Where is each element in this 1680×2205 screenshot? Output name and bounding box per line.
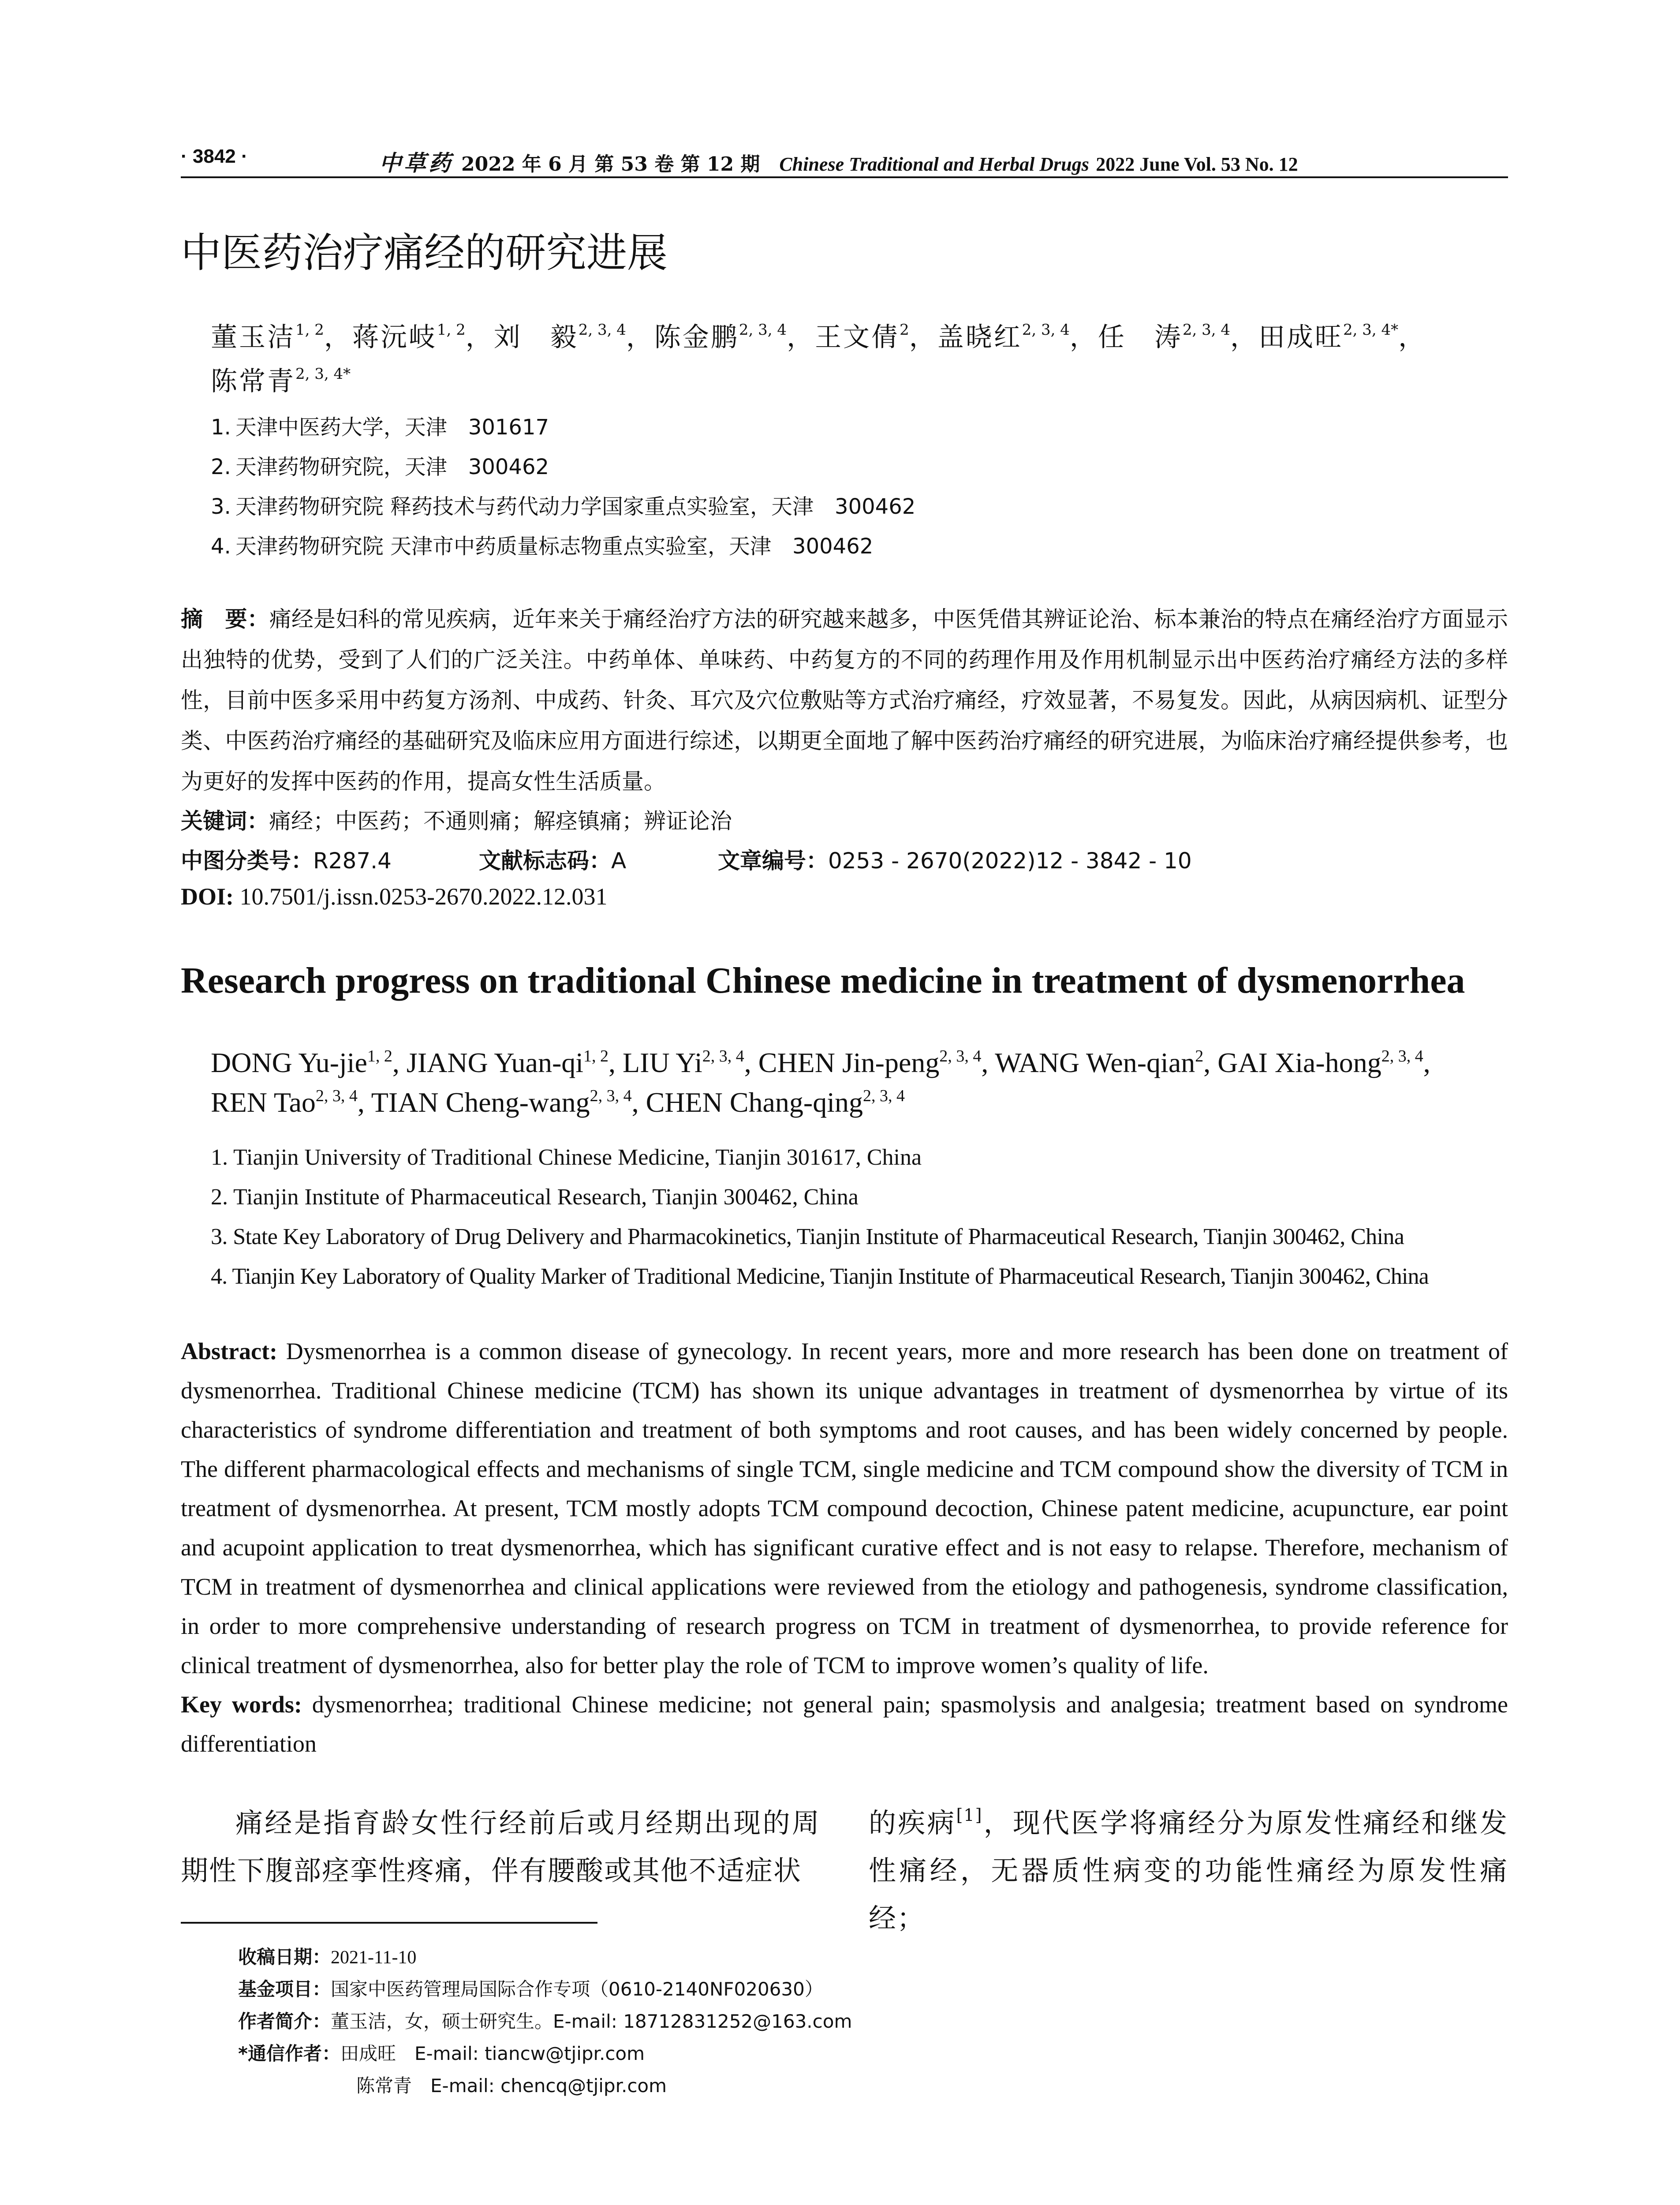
title-cn: 中医药治疗痛经的研究进展 bbox=[181, 229, 668, 277]
footnote-corresponding: *通信作者：田成旺 E-mail: tiancw@tjipr.com bbox=[238, 2043, 645, 2064]
footnote-rule bbox=[181, 1922, 597, 1924]
author-en: LIU Yi$^{2, 3, 4}$, bbox=[623, 1047, 758, 1078]
author-en: JIANG Yuan-qi$^{1, 2}$, bbox=[406, 1047, 623, 1078]
footnote-corresponding-2: 陈常青 E-mail: chencq@tjipr.com bbox=[356, 2075, 667, 2097]
affiliation-cn: 2. 天津药物研究院，天津 300462 bbox=[211, 455, 549, 479]
classification-line: 中图分类号：R287.4 bbox=[181, 848, 392, 874]
author-cn: 田成旺$^{2, 3, 4*}$， bbox=[1258, 321, 1427, 353]
author-cn: 蒋沅岐$^{1, 2}$， bbox=[352, 321, 494, 353]
affiliation-en: 4. Tianjin Key Laboratory of Quality Marker of Traditional Medicine, Tianjin Institute of Pharmaceutical Research, Tianjin 300462, China bbox=[211, 1264, 1429, 1289]
author-cn: 王文倩$^2$， bbox=[815, 321, 937, 353]
keywords-en: Key words: dysmenorrhea; traditional Chinese medicine; not general pain; spasmolysis and analgesia; treatment based on syndrome differentiation bbox=[181, 1691, 1508, 1757]
affiliation-cn: 3. 天津药物研究院 释药技术与药代动力学国家重点实验室，天津 300462 bbox=[211, 494, 916, 519]
issue-cn: 2022 年 6 月 第 53 卷 第 12 期 bbox=[461, 153, 760, 176]
affiliation-en: 3. State Key Laboratory of Drug Delivery and Pharmacokinetics, Tianjin Institute of Pharmaceutical Research, Tianjin 300462, China bbox=[211, 1224, 1404, 1249]
author-cn: 陈常青$^{2, 3, 4*}$ bbox=[211, 365, 351, 397]
issue-en: 2022 June Vol. 53 No. 12 bbox=[1096, 153, 1298, 175]
affiliation-en: 1. Tianjin University of Traditional Chinese Medicine, Tianjin 301617, China bbox=[211, 1145, 922, 1170]
document-code: 文献标志码：A bbox=[479, 848, 627, 874]
abstract-en-text: Dysmenorrhea is a common disease of gynecology. In recent years, more and more research has been done on treatment of dysmenorrhea. Traditional Chinese medicine (TCM) has shown its unique advantages in treatment of dysmenorrhea by virtue of its characteristics of syndrome differentiation and treatment of both symptoms and root causes, and has been widely concerned by people. The different pharmacological effects and mechanisms of single TCM, single medicine and TCM compound show the diversity of TCM in treatment of dysmenorrhea. At present, TCM mostly adopts TCM compound decoction, Chinese patent medicine, acupuncture, ear point and acupoint application to treat dysmenorrhea, which has significant curative effect and is not easy to relapse. Therefore, mechanism of TCM in treatment of dysmenorrhea and clinical applications were reviewed from the etiology and pathogenesis, syndrome classification, in order to more comprehensive understanding of research progress on TCM in treatment of dysmenorrhea, to provide reference for clinical treatment of dysmenorrhea, also for better play the role of TCM to improve women’s quality of life. bbox=[181, 1338, 1508, 1678]
author-en: CHEN Jin-peng$^{2, 3, 4}$, bbox=[758, 1047, 995, 1078]
page-number: · 3842 · bbox=[181, 146, 248, 167]
affiliation-cn: 1. 天津中医药大学，天津 301617 bbox=[211, 415, 549, 440]
abstract-cn-text: 痛经是妇科的常见疾病，近年来关于痛经治疗方法的研究越来越多，中医凭借其辨证论治、标本兼治的特点在痛经治疗方面显示出独特的优势，受到了人们的广泛关注。中药单体、单味药、中药复方的不同的药理作用及作用机制显示出中医药治疗痛经方法的多样性，目前中医多采用中药复方汤剂、中成药、针灸、耳穴及穴位敷贴等方式治疗痛经，疗效显著，不易复发。因此，从病因病机、证型分类、中医药治疗痛经的基础研究及临床应用方面进行综述，以期更全面地了解中医药治疗痛经的研究进展，为临床治疗痛经提供参考，也为更好的发挥中医药的作用，提高女性生活质量。 bbox=[181, 606, 1508, 794]
body-text-right: 的疾病[1]，现代医学将痛经分为原发性痛经和继发性痛经，无器质性病变的功能性痛经为原发性痛经； bbox=[869, 1805, 1508, 1934]
abstract-cn bbox=[181, 599, 1508, 802]
authors-cn bbox=[211, 315, 1516, 404]
doi-line: DOI: 10.7501/j.issn.0253-2670.2022.12.031 bbox=[181, 883, 608, 910]
running-header bbox=[181, 146, 1508, 176]
author-cn: 董玉洁$^{1, 2}$， bbox=[211, 321, 352, 353]
article-number: 文章编号：0253 - 2670(2022)12 - 3842 - 10 bbox=[718, 848, 1192, 874]
abstract-en-paragraph bbox=[181, 1332, 1508, 1685]
citation-ref: [1] bbox=[956, 1805, 983, 1825]
author-en: GAI Xia-hong$^{2, 3, 4}$, bbox=[1217, 1047, 1430, 1078]
author-en: CHEN Chang-qing$^{2, 3, 4}$ bbox=[646, 1087, 905, 1118]
author-en: REN Tao$^{2, 3, 4}$, bbox=[211, 1087, 371, 1118]
affiliation-cn: 4. 天津药物研究院 天津市中药质量标志物重点实验室，天津 300462 bbox=[211, 534, 874, 559]
author-cn: 任 涛$^{2, 3, 4}$， bbox=[1098, 321, 1258, 353]
journal-info bbox=[379, 146, 1298, 177]
footnote-received: 收稿日期：2021-11-10 bbox=[238, 1946, 417, 1968]
footnote-author: 作者简介：董玉洁，女，硕士研究生。E-mail: 18712831252@163.com bbox=[238, 2011, 852, 2032]
journal-name-en: Chinese Traditional and Herbal Drugs bbox=[779, 153, 1089, 175]
affiliation-en: 2. Tianjin Institute of Pharmaceutical Research, Tianjin 300462, China bbox=[211, 1185, 859, 1210]
abstract-en bbox=[181, 1332, 1508, 1764]
keywords-cn: 关键词：痛经；中医药；不通则痛；解痉镇痛；辨证论治 bbox=[181, 808, 732, 834]
body-text-left: 痛经是指育龄女性行经前后或月经期出现的周期性下腹部痉挛性疼痛，伴有腰酸或其他不适症状 bbox=[181, 1807, 820, 1887]
header-rule bbox=[181, 176, 1508, 178]
author-cn: 刘 毅$^{2, 3, 4}$， bbox=[493, 321, 654, 353]
author-en: TIAN Cheng-wang$^{2, 3, 4}$, bbox=[371, 1087, 646, 1118]
title-en: Research progress on traditional Chinese medicine in treatment of dysmenorrhea bbox=[181, 960, 1465, 1001]
author-cn: 盖晓红$^{2, 3, 4}$， bbox=[937, 321, 1098, 353]
footnote-fund: 基金项目：国家中医药管理局国际合作专项（0610-2140NF020630） bbox=[238, 1978, 823, 2000]
author-en: DONG Yu-jie$^{1, 2}$, bbox=[211, 1047, 407, 1078]
author-cn: 陈金鹏$^{2, 3, 4}$， bbox=[654, 321, 815, 353]
abstract-en-label: Abstract: bbox=[181, 1338, 277, 1364]
abstract-cn-label: 摘 要： bbox=[181, 606, 269, 632]
author-en: WANG Wen-qian$^2$, bbox=[995, 1047, 1218, 1078]
journal-logo: 中草药 bbox=[379, 150, 453, 176]
authors-en bbox=[211, 1043, 1516, 1122]
